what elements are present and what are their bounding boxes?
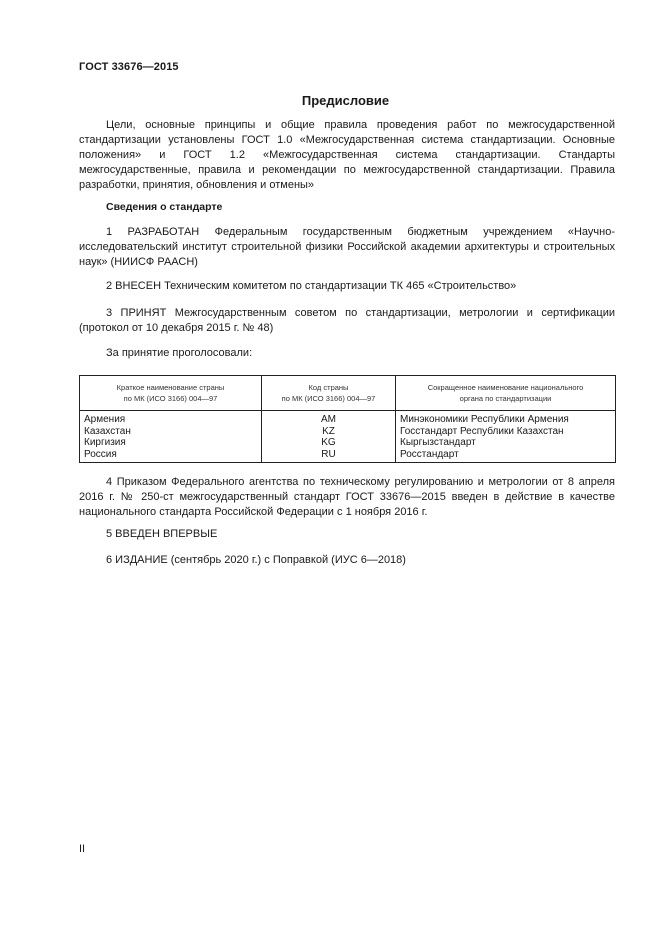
table-row	[80, 426, 616, 438]
document-header: ГОСТ 33676—2015	[79, 61, 179, 73]
country-header-line2: по МК (ИСО 3166) 004—97	[123, 394, 218, 403]
standards-body-cell: Росстандарт	[396, 449, 616, 463]
page-number: II	[79, 843, 86, 855]
table-row	[80, 449, 616, 463]
code-header-line1: Код страны	[308, 383, 349, 392]
country-code-cell: KZ	[262, 426, 396, 438]
country-code-header	[262, 376, 396, 411]
item-6-edition: 6 ИЗДАНИЕ (сентябрь 2020 г.) с Поправкой (ИУС 6—2018)	[106, 554, 406, 566]
org-header-line2: органа по стандартизации	[459, 394, 552, 403]
country-cell: Казахстан	[80, 426, 262, 438]
country-code-cell: AM	[262, 411, 396, 426]
table-row	[80, 437, 616, 449]
country-cell: Россия	[80, 449, 262, 463]
org-header-line1: Сокращенное наименование национального	[427, 383, 584, 392]
item-1-developed-by: 1 РАЗРАБОТАН Федеральным государственным бюджетным учреждением «Научно-исследовательский институт строительной физики Российской академии архитектуры и строительных наук» (НИИСФ РААСН)	[79, 226, 615, 268]
standards-body-cell: Кыргызстандарт	[396, 437, 616, 449]
country-cell: Армения	[80, 411, 262, 426]
item-2-submitted-by: 2 ВНЕСЕН Техническим комитетом по стандартизации ТК 465 «Строительство»	[106, 280, 517, 292]
standards-body-cell: Минэкономики Республики Армения	[396, 411, 616, 426]
country-header-line1: Краткое наименование страны	[116, 383, 225, 392]
country-code-cell: RU	[262, 449, 396, 463]
item-4-order: 4 Приказом Федерального агентства по техническому регулированию и метрологии от 8 апреля 2016 г. № 250-ст межгосударственный стандарт ГОСТ 33676—2015 введен в действие в качестве национального стандарта Российской Федерации с 1 ноября 2016 г.	[79, 476, 615, 518]
voting-countries-table	[79, 375, 616, 463]
vote-intro: За принятие проголосовали:	[106, 347, 253, 359]
section-heading: Сведения о стандарте	[106, 201, 223, 213]
item-3-adopted-by: 3 ПРИНЯТ Межгосударственным советом по стандартизации, метрологии и сертификации (протокол от 10 декабря 2015 г. № 48)	[79, 307, 615, 334]
country-cell: Киргизия	[80, 437, 262, 449]
code-header-line2: по МК (ИСО 3166) 004—97	[281, 394, 376, 403]
country-code-cell: KG	[262, 437, 396, 449]
page-title: Предисловие	[301, 93, 390, 108]
table-row	[80, 411, 616, 426]
table-header-row	[80, 376, 616, 411]
standards-body-cell: Госстандарт Республики Казахстан	[396, 426, 616, 438]
item-5-first-introduced: 5 ВВЕДЕН ВПЕРВЫЕ	[106, 528, 218, 540]
intro-paragraph: Цели, основные принципы и общие правила проведения работ по межгосударственной стандартизации установлены ГОСТ 1.0 «Межгосударственная система стандартизации. Основные положения» и ГОСТ 1.2 «Межгосударственная система стандартизации. Стандарты межгосударственные, правила и рекомендации по межгосударственной стандартизации. Правила разработки, принятия, обновления и отмены»	[79, 119, 615, 191]
standards-body-header	[396, 376, 616, 411]
country-name-header	[80, 376, 262, 411]
